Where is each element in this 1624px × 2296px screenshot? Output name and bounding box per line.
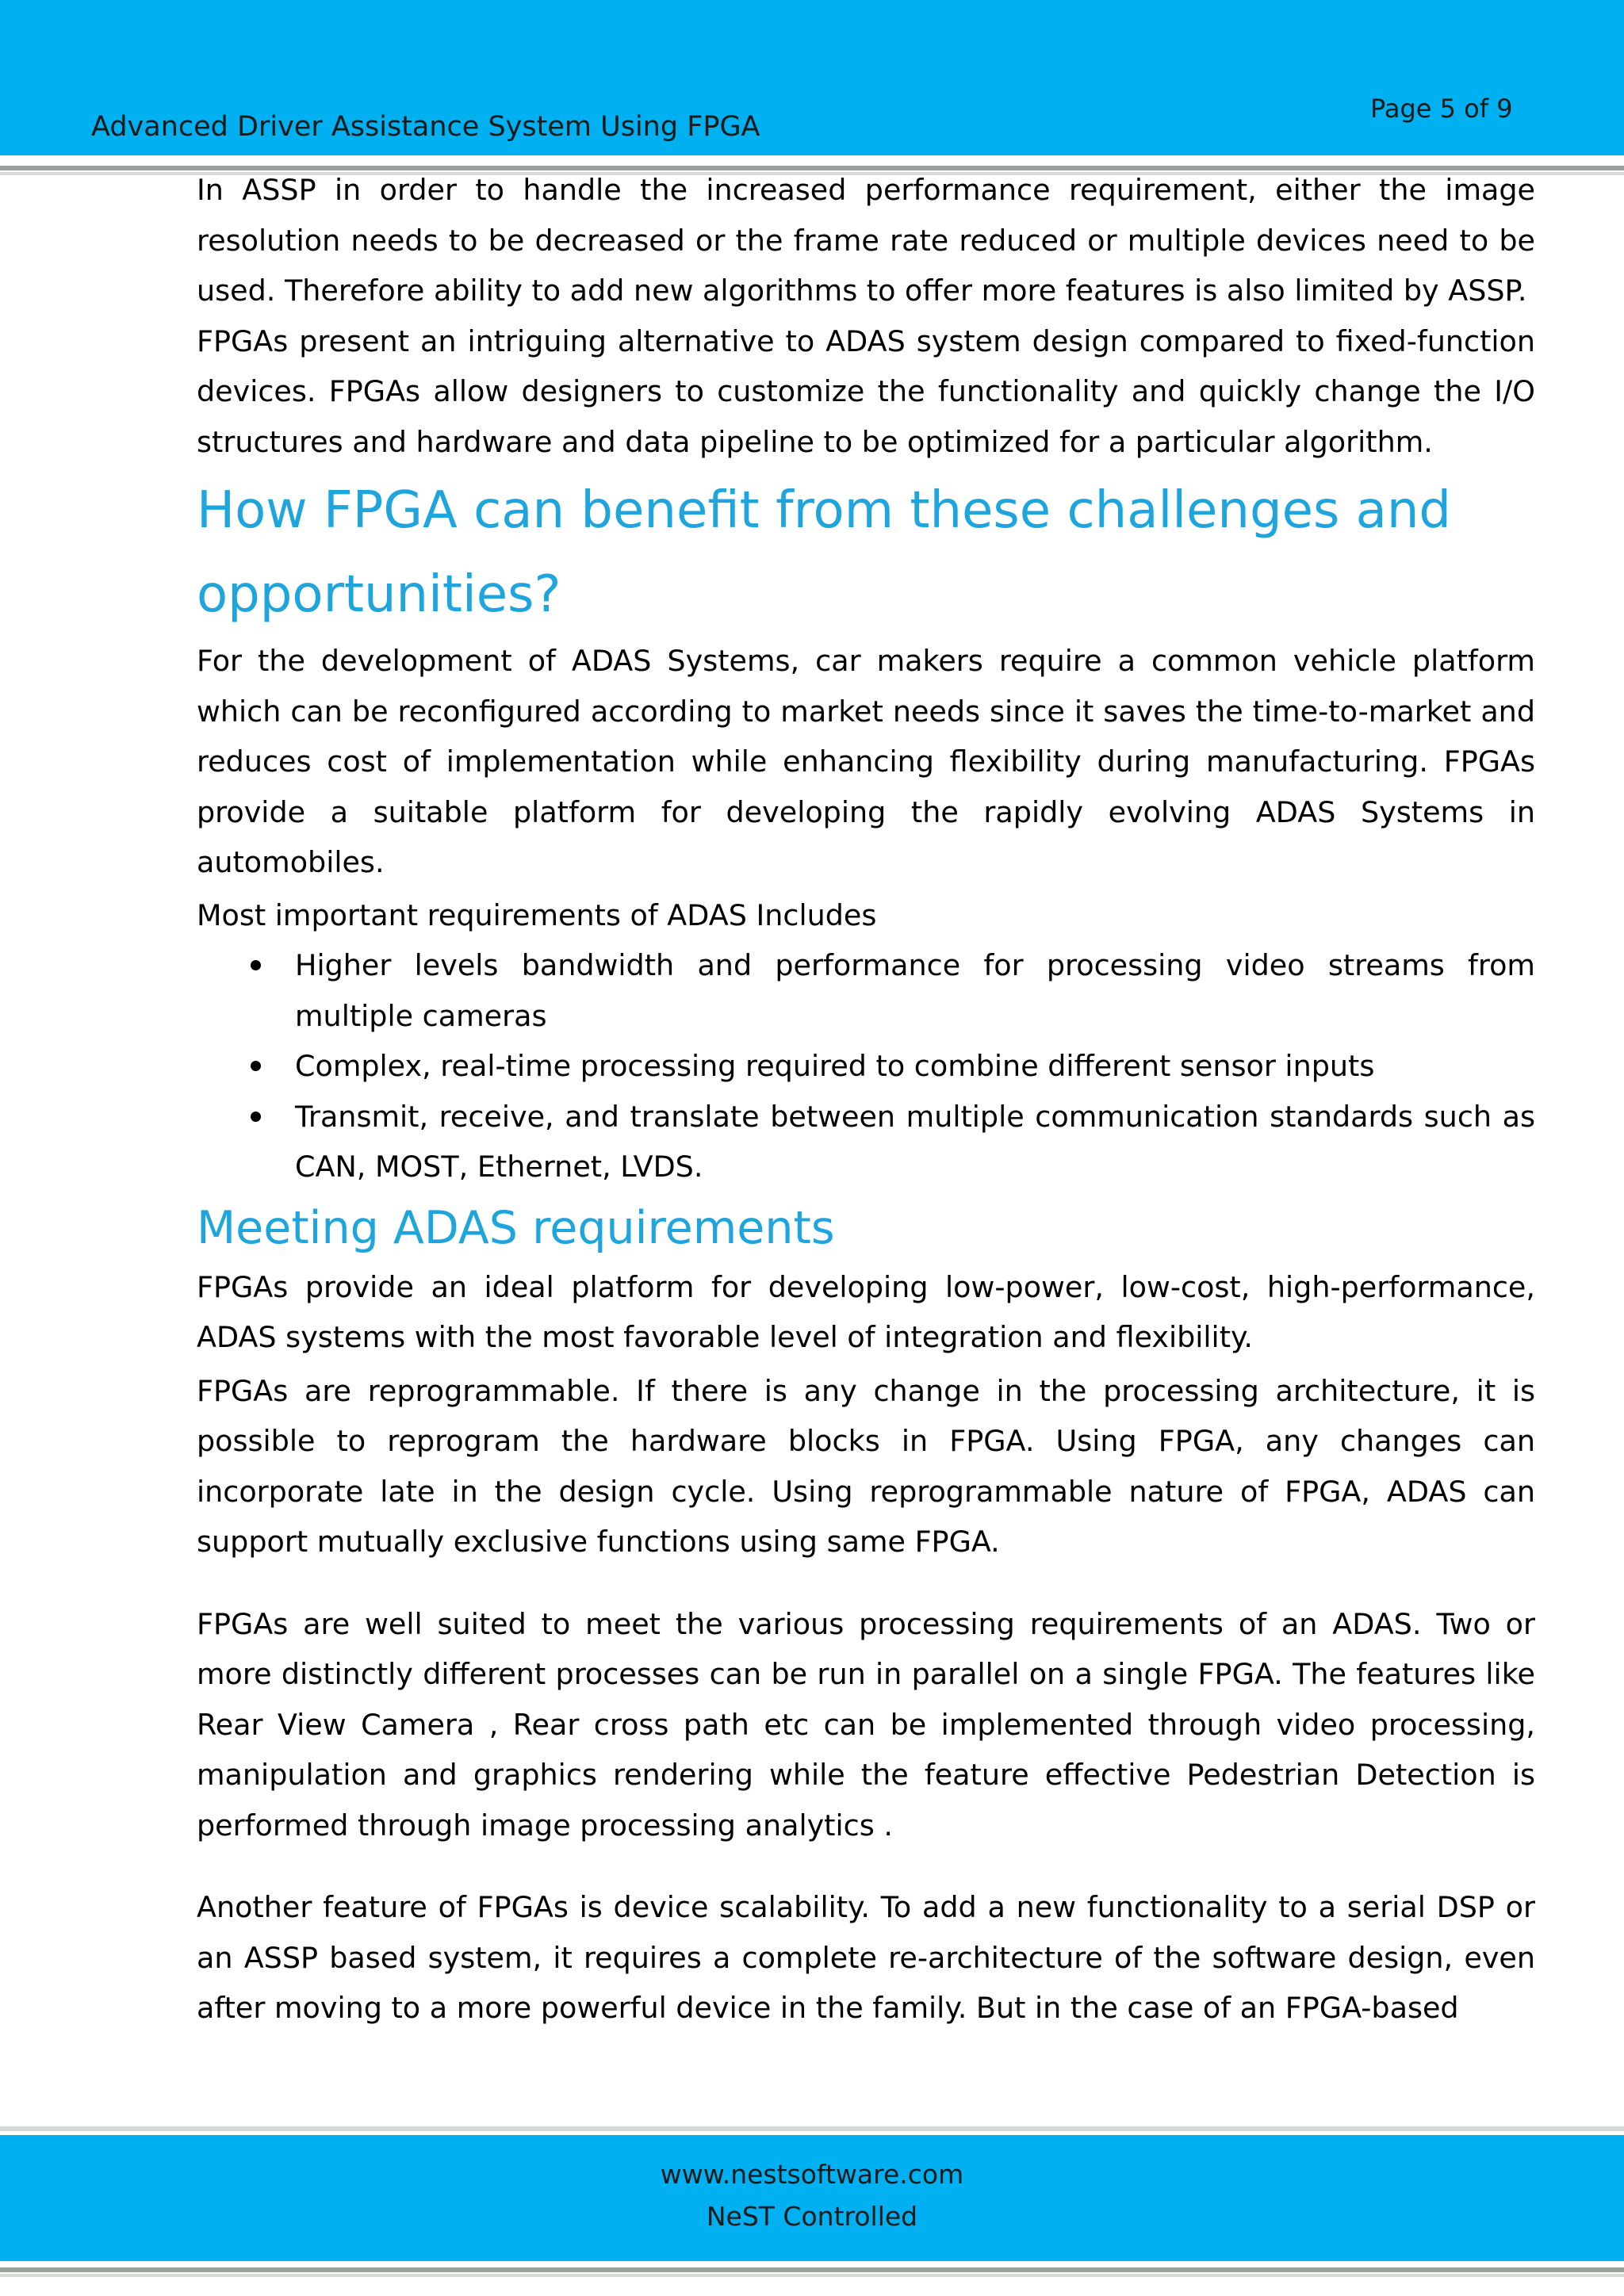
- page-number: Page 5 of 9: [1370, 94, 1513, 124]
- page-footer: [0, 2135, 1624, 2261]
- paragraph: For the development of ADAS Systems, car makers require a common vehicle platform which can be reconfigured according to market needs since it saves the time-to-market and reduces cost of implementation while enhancing flexibility during manufacturing. FPGAs provide a suitable platform for developing the rapidly evolving ADAS Systems in automobiles.: [197, 644, 1535, 879]
- section-heading: Meeting ADAS requirements: [197, 1201, 835, 1254]
- bullet-icon: [251, 960, 261, 970]
- footer-divider-light: [0, 2126, 1624, 2131]
- list-item: Higher levels bandwidth and performance for processing video streams from multiple cameras: [295, 940, 1535, 1041]
- footer-divider-light-bottom: [0, 2274, 1624, 2277]
- paragraph: FPGAs are reprogrammable. If there is any change in the processing architecture, it is possible to reprogram the hardware blocks in FPGA. Using FPGA, any changes can incorporate late in the design cycle. Using reprogrammable nature of FPGA, ADAS can support mutually exclusive functions using same FPGA.: [197, 1373, 1535, 1559]
- paragraph: FPGAs are well suited to meet the various processing requirements of an ADAS. Two or more distinctly different processes can be run in parallel on a single FPGA. The features like Rear View Camera , Rear cross path etc can be implemented through video processing, manipulation and graphics rendering while the feature effective Pedestrian Detection is performed through image processing analytics .: [197, 1606, 1535, 1843]
- section-heading: How FPGA can benefit from these challenges and opportunities?: [197, 481, 1452, 624]
- bullet-icon: [251, 1061, 261, 1071]
- page-content: [197, 165, 1535, 2034]
- paragraph: Most important requirements of ADAS Includes: [197, 897, 877, 932]
- bullet-icon: [251, 1112, 261, 1122]
- footer-label: NeST Controlled: [706, 2201, 918, 2232]
- paragraph: In ASSP in order to handle the increased performance requirement, either the image resolution needs to be decreased or the frame rate reduced or multiple devices need to be used. Therefore ability to add new algorithms to offer more features is also limited by ASSP.: [197, 173, 1535, 308]
- list-item: Complex, real-time processing required to combine different sensor inputs: [295, 1041, 1535, 1092]
- page-header: [0, 0, 1624, 155]
- paragraph: FPGAs present an intriguing alternative to ADAS system design compared to fixed-function devices. FPGAs allow designers to customize the functionality and quickly change the I/O structures and hardware and data pipeline to be optimized for a particular algorithm.: [197, 323, 1535, 459]
- paragraph: FPGAs provide an ideal platform for developing low-power, low-cost, high-performance, ADAS systems with the most favorable level of integration and flexibility.: [197, 1269, 1535, 1354]
- list-item: Transmit, receive, and translate between multiple communication standards such as CAN, MOST, Ethernet, LVDS.: [295, 1092, 1535, 1192]
- footer-divider: [0, 2267, 1624, 2272]
- footer-website: www.nestsoftware.com: [660, 2159, 964, 2190]
- paragraph: Another feature of FPGAs is device scalability. To add a new functionality to a serial DSP or an ASSP based system, it requires a complete re-architecture of the software design, even after moving to a more powerful device in the family. But in the case of an FPGA-based: [197, 1890, 1535, 2025]
- document-title: Advanced Driver Assistance System Using FPGA: [91, 111, 760, 143]
- requirements-list: [197, 940, 1535, 1192]
